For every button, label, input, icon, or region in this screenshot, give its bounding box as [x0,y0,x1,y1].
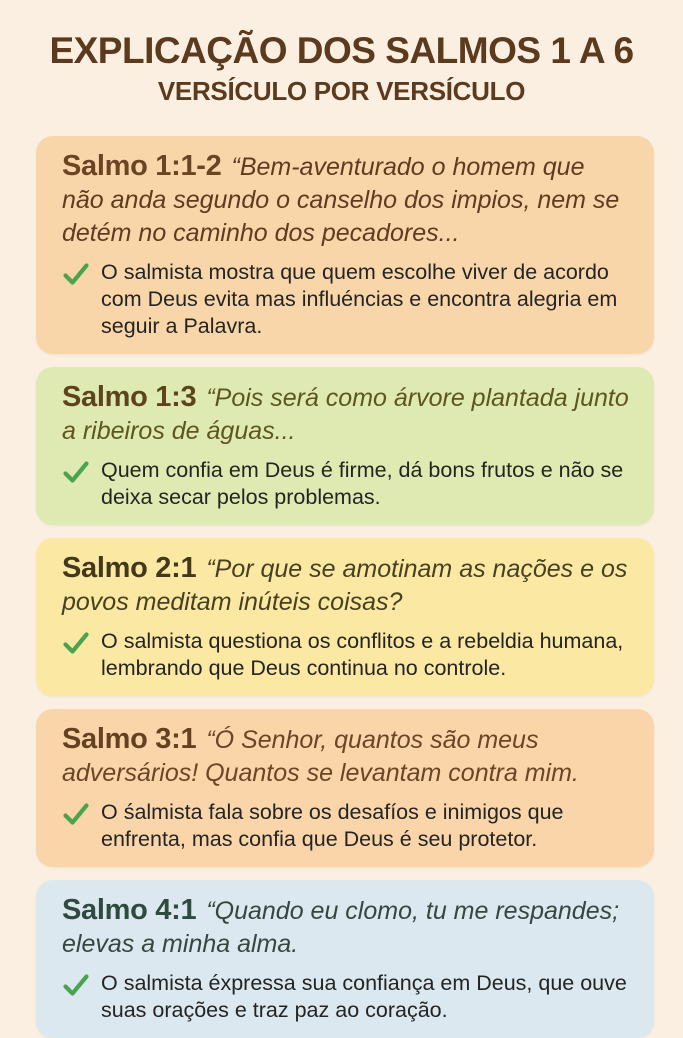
psalm-headline [62,723,630,790]
psalm-card [36,136,654,354]
psalm-reference: Salmo 4:1 [62,894,197,926]
explanation-text: Quem confia em Deus é firme, dá bons frutos e não se deixa secar pelos problemas. [101,458,624,509]
psalm-card [36,709,654,867]
explanation-row [62,628,630,682]
psalm-card [36,538,654,696]
explanation-row [62,799,630,853]
psalm-quote: “Bem-aventurado o homem que não anda segundo o canselho dos impios, nem se detém no caminho dos pecadores... [62,153,620,247]
explanation-text: O śalmista fala sobre os desafíos e inimigos que enfrenta, mas confia que Deus é seu protetor. [101,800,564,851]
psalm-quote: “Ó Senhor, quantos são meus adversários! Quantos se levantam contra mim. [62,726,579,787]
psalm-card [36,880,654,1038]
psalm-quote: “Quando eu clomo, tu me respandes; elevas a minha alma. [62,897,620,958]
psalm-reference: Salmo 1:1-2 [62,150,222,182]
psalm-headline [62,150,630,250]
explanation-text: O salmista mostra que quem escolhe viver de acordo com Deus evita mas influéncias e encontra alegria em seguir a Palavra. [101,260,618,338]
psalm-card [36,367,654,525]
psalm-quote: “Por que se amotinam as nações e os povos meditam inúteis coisas? [62,555,628,616]
check-icon [62,460,90,484]
check-icon [62,802,90,826]
psalm-headline [62,894,630,961]
check-icon [62,262,90,286]
explanation-text: O salmista éxpressa sua confiança em Deus, que ouve suas orações e traz paz ao coração. [101,971,627,1022]
page-title: EXPLICAÇÃO DOS SALMOS 1 A 6 [49,30,634,71]
psalm-reference: Salmo 2:1 [62,552,197,584]
psalm-headline [62,381,630,448]
psalm-reference: Salmo 3:1 [62,723,197,755]
psalm-quote: “Pois será como árvore plantada junto a ribeiros de águas... [62,384,629,445]
psalm-reference: Salmo 1:3 [62,381,197,413]
psalm-headline [62,552,630,619]
page-subtitle: VERSÍCULO POR VERSÍCULO [157,76,526,106]
explanation-row [62,970,630,1024]
explanation-text: O salmista questiona os conflitos e a rebeldia humana, lembrando que Deus continua no controle. [101,629,624,680]
check-icon [62,631,90,655]
header [0,0,683,106]
cards-list [36,136,654,1038]
explanation-row [62,259,630,340]
check-icon [62,973,90,997]
explanation-row [62,457,630,511]
